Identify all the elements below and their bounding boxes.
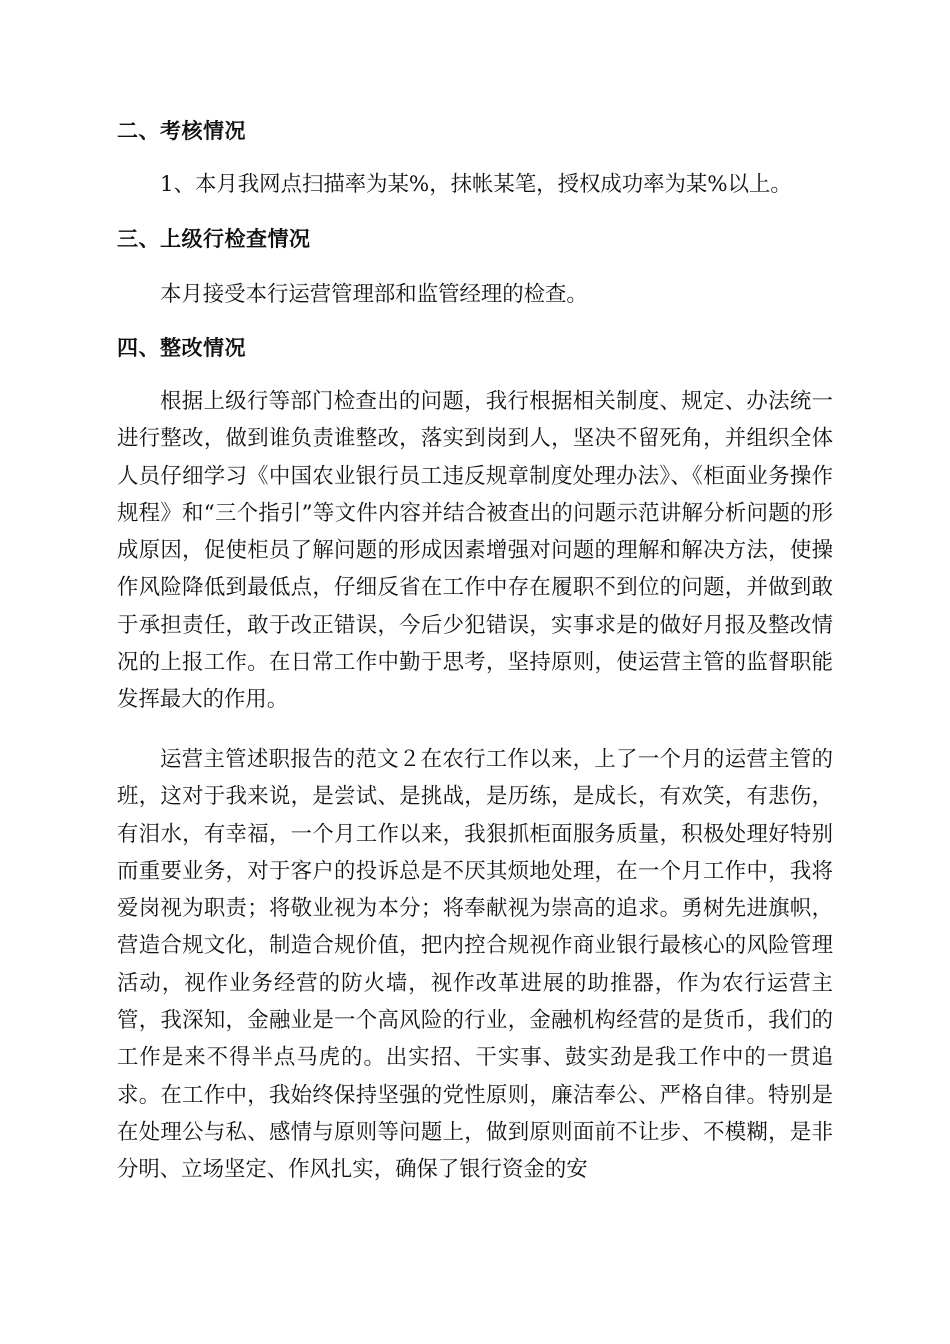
report-example-paragraph: 运营主管述职报告的范文２在农行工作以来，上了一个月的运营主管的班，这对于我来说，是尝试、是挑战，是历练，是成长，有欢笑，有悲伤，有泪水，有幸福，一个月工作以来，我狠抓柜面服务质量，积极处理好特别而重要业务，对于客户的投诉总是不厌其烦地处理，在一个月工作中，我将爱岗视为职责；将敬业视为本分；将奉献视为崇高的追求。勇树先进旗帜，营造合规文化，制造合规价值，把内控合规视作商业银行最核心的风险管理活动，视作业务经营的防火墙，视作改革进展的助推器，作为农行运营主管，我深知，金融业是一个高风险的行业，金融机构经营的是货币，我们的工作是来不得半点马虎的。出实招、干实事、鼓实劲是我工作中的一贯追求。在工作中，我始终保持坚强的党性原则，廉洁奉公、严格自律。特别是在处理公与私、感情与原则等问题上，做到原则面前不让步、不模糊，是非分明、立场坚定、作风扎实，确保了银行资金的安 xyxy=(117,747,833,1183)
section-heading-inspection: 三、上级行检查情况 xyxy=(117,227,311,251)
section-heading-rectification: 四、整改情况 xyxy=(117,336,246,360)
section-heading-assessment: 二、考核情况 xyxy=(117,119,246,143)
assessment-paragraph: 1、本月我网点扫描率为某%，抹帐某笔，授权成功率为某%以上。 xyxy=(160,172,792,197)
rectification-paragraph: 根据上级行等部门检查出的问题，我行根据相关制度、规定、办法统一进行整改，做到谁负责谁整改，落实到岗到人，坚决不留死角，并组织全体人员仔细学习《中国农业银行员工违反规章制度处理办法》、《柜面业务操作规程》和“三个指引”等文件内容并结合被查出的问题示范讲解分析问题的形成原因，促使柜员了解问题的形成因素增强对问题的理解和解决方法，使操作风险降低到最低点，仔细反省在工作中存在履职不到位的问题，并做到敢于承担责任，敢于改正错误，今后少犯错误，实事求是的做好月报及整改情况的上报工作。在日常工作中勤于思考，坚持原则，使运营主管的监督职能发挥最大的作用。 xyxy=(117,389,833,713)
inspection-paragraph: 本月接受本行运营管理部和监管经理的检查。 xyxy=(160,282,588,307)
